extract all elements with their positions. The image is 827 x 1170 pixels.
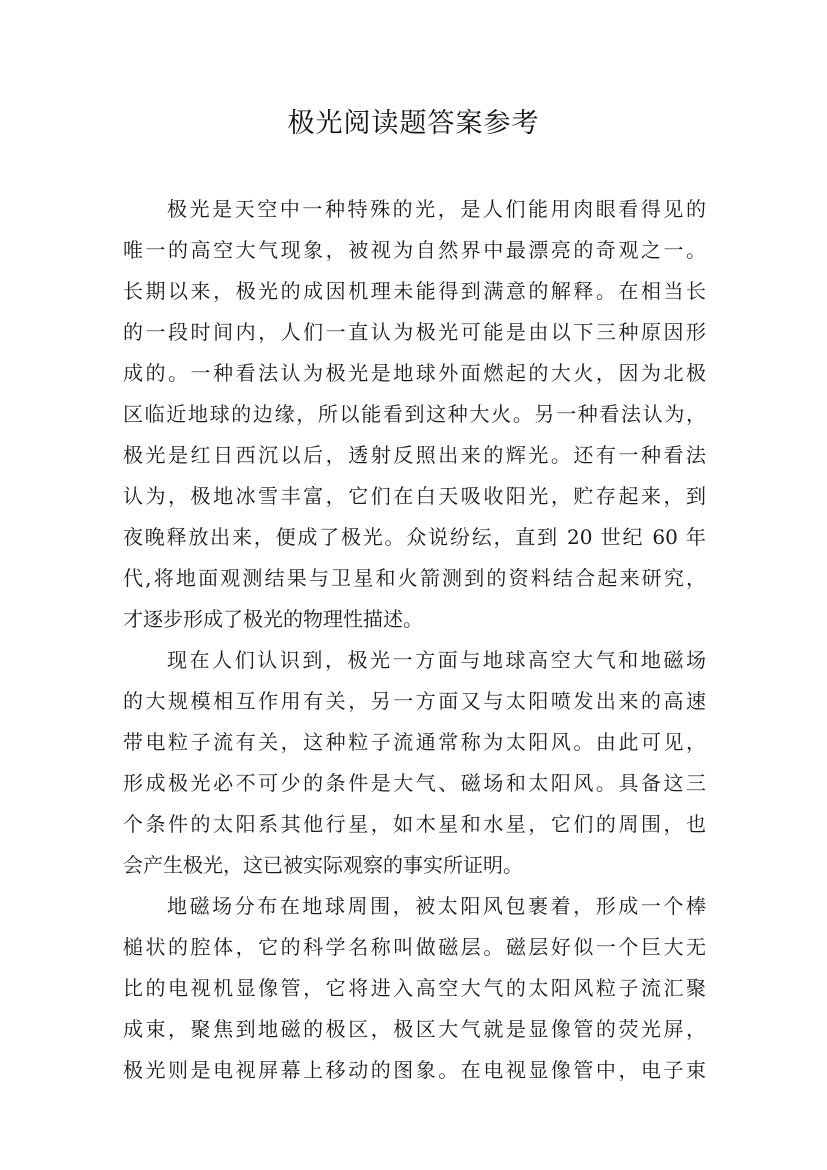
text-line: 槌状的腔体，它的科学名称叫做磁层。磁层好似一个巨大无: [123, 935, 706, 959]
text-line: 比的电视机显像管，它将进入高空大气的太阳风粒子流汇聚: [123, 976, 706, 1000]
text-line: 现在人们认识到，极光一方面与地球高空大气和地磁场: [167, 648, 706, 672]
text-line: 夜晚释放出来，便成了极光。众说纷纭，直到 20 世纪 60 年: [123, 525, 706, 549]
text-line: 的大规模相互作用有关，另一方面又与太阳喷发出来的高速: [123, 689, 706, 713]
page-title: 极光阅读题答案参考: [287, 108, 540, 139]
text-line: 地磁场分布在地球周围，被太阳风包裹着，形成一个棒: [167, 894, 706, 918]
text-line: 长期以来，极光的成因机理未能得到满意的解释。在相当长: [123, 279, 706, 303]
text-line: 才逐步形成了极光的物理性描述。: [123, 607, 423, 631]
text-line: 形成极光必不可少的条件是大气、磁场和太阳风。具备这三: [123, 771, 706, 795]
text-line: 区临近地球的边缘，所以能看到这种大火。另一种看法认为，: [123, 402, 706, 426]
text-line: 带电粒子流有关，这种粒子流通常称为太阳风。由此可见，: [123, 730, 706, 754]
article-body: [123, 189, 706, 1091]
text-line: 的一段时间内，人们一直认为极光可能是由以下三种原因形: [123, 320, 706, 344]
text-line: 极光是天空中一种特殊的光，是人们能用肉眼看得见的: [167, 197, 706, 221]
text-line: 成束，聚焦到地磁的极区，极区大气就是显像管的荧光屏，: [123, 1017, 706, 1041]
text-line: 极光是红日西沉以后，透射反照出来的辉光。还有一种看法: [123, 443, 706, 467]
text-line: 会产生极光，这已被实际观察的事实所证明。: [123, 853, 523, 877]
text-line: 认为，极地冰雪丰富，它们在白天吸收阳光，贮存起来，到: [123, 484, 706, 508]
text-line: 唯一的高空大气现象，被视为自然界中最漂亮的奇观之一。: [123, 238, 706, 262]
text-line: 极光则是电视屏幕上移动的图象。在电视显像管中，电子束: [123, 1058, 706, 1082]
text-line: 代,将地面观测结果与卫星和火箭测到的资料结合起来研究，: [123, 566, 706, 590]
text-line: 个条件的太阳系其他行星，如木星和水星，它们的周围，也: [123, 812, 706, 836]
text-line: 成的。一种看法认为极光是地球外面燃起的大火，因为北极: [123, 361, 706, 385]
